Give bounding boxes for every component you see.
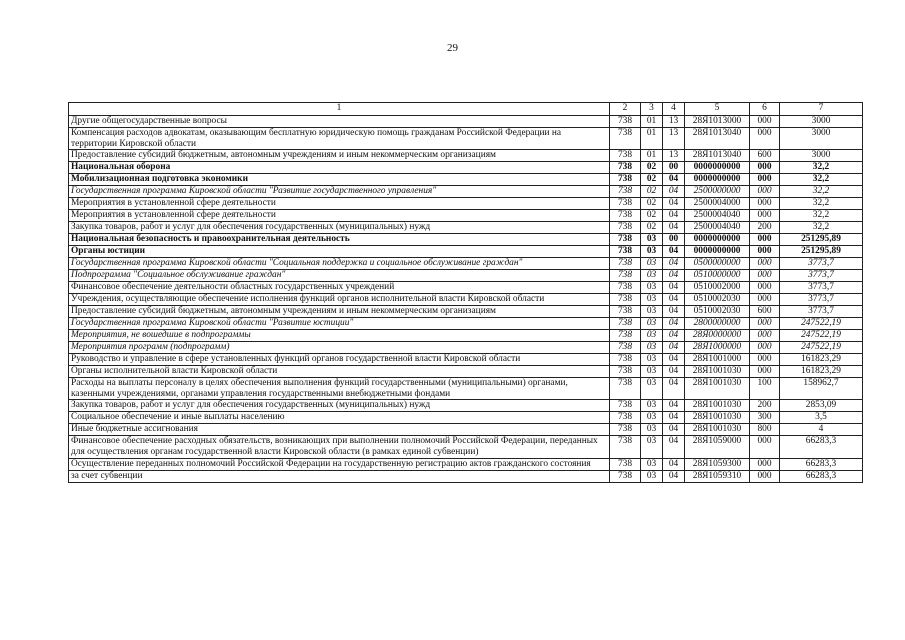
row-section: 03 (641, 294, 663, 306)
row-subsection: 04 (663, 354, 685, 366)
row-subsection: 00 (663, 234, 685, 246)
row-subsection: 13 (663, 150, 685, 162)
row-code-admin: 738 (610, 222, 641, 234)
row-description: Национальная оборона (69, 162, 610, 174)
row-subsection: 04 (663, 330, 685, 342)
row-section: 03 (641, 330, 663, 342)
row-amount: 32,2 (780, 222, 863, 234)
row-amount: 251295,89 (780, 246, 863, 258)
row-description: за счет субвенции (69, 470, 610, 482)
row-target-article: 28Я1013040 (685, 150, 750, 162)
row-code-admin: 738 (610, 116, 641, 128)
row-description: Закупка товаров, работ и услуг для обеспечения государственных (муниципальных) нужд (69, 222, 610, 234)
row-amount: 32,2 (780, 198, 863, 210)
row-section: 03 (641, 246, 663, 258)
row-section: 03 (641, 342, 663, 354)
row-target-article: 0510000000 (685, 270, 750, 282)
table-row (69, 246, 863, 258)
row-section: 02 (641, 198, 663, 210)
row-description: Органы исполнительной власти Кировской области (69, 366, 610, 378)
row-amount: 3773,7 (780, 294, 863, 306)
row-section: 03 (641, 366, 663, 378)
row-section: 03 (641, 354, 663, 366)
row-subsection: 04 (663, 198, 685, 210)
table-row (69, 412, 863, 424)
row-expense-type: 000 (750, 330, 780, 342)
row-amount: 32,2 (780, 162, 863, 174)
row-amount: 3773,7 (780, 258, 863, 270)
row-amount: 66283,3 (780, 470, 863, 482)
table-row (69, 210, 863, 222)
row-description: Государственная программа Кировской области "Социальная поддержка и социальное обслуживание граждан" (69, 258, 610, 270)
row-section: 03 (641, 282, 663, 294)
row-expense-type: 000 (750, 128, 780, 150)
row-section: 02 (641, 174, 663, 186)
row-subsection: 04 (663, 306, 685, 318)
row-target-article: 28Я1059300 (685, 458, 750, 470)
row-code-admin: 738 (610, 186, 641, 198)
row-section: 01 (641, 150, 663, 162)
row-section: 03 (641, 458, 663, 470)
row-target-article: 2500000000 (685, 186, 750, 198)
row-amount: 251295,89 (780, 234, 863, 246)
row-expense-type: 000 (750, 174, 780, 186)
table-row (69, 222, 863, 234)
table-header-row (69, 103, 863, 116)
row-subsection: 04 (663, 378, 685, 400)
table-row (69, 258, 863, 270)
row-description: Финансовое обеспечение расходных обязательств, возникающих при выполнении полномочий Российской Федерации, переданных для осуществления органам государственной власти Кировской области (в рамках единой субвенции) (69, 436, 610, 458)
row-code-admin: 738 (610, 128, 641, 150)
row-amount: 2853,09 (780, 400, 863, 412)
table-row (69, 270, 863, 282)
row-code-admin: 738 (610, 294, 641, 306)
row-subsection: 04 (663, 458, 685, 470)
table-row (69, 470, 863, 482)
row-description: Другие общегосударственные вопросы (69, 116, 610, 128)
row-expense-type: 000 (750, 234, 780, 246)
table-row (69, 234, 863, 246)
row-section: 02 (641, 210, 663, 222)
column-header: 5 (685, 103, 750, 116)
row-amount: 66283,3 (780, 458, 863, 470)
row-subsection: 04 (663, 366, 685, 378)
row-amount: 3000 (780, 116, 863, 128)
row-section: 03 (641, 436, 663, 458)
row-code-admin: 738 (610, 378, 641, 400)
row-section: 03 (641, 400, 663, 412)
table-row (69, 162, 863, 174)
row-expense-type: 000 (750, 258, 780, 270)
row-description: Социальное обеспечение и иные выплаты населению (69, 412, 610, 424)
row-description: Иные бюджетные ассигнования (69, 424, 610, 436)
table-row (69, 186, 863, 198)
row-expense-type: 800 (750, 424, 780, 436)
row-description: Учреждения, осуществляющие обеспечение исполнения функций органов исполнительной власти Кировской области (69, 294, 610, 306)
row-code-admin: 738 (610, 234, 641, 246)
row-expense-type: 000 (750, 342, 780, 354)
row-subsection: 13 (663, 116, 685, 128)
row-target-article: 0000000000 (685, 174, 750, 186)
row-target-article: 28Я1000000 (685, 342, 750, 354)
row-amount: 3773,7 (780, 282, 863, 294)
row-code-admin: 738 (610, 366, 641, 378)
row-section: 03 (641, 258, 663, 270)
row-description: Финансовое обеспечение деятельности областных государственных учреждений (69, 282, 610, 294)
row-amount: 247522,19 (780, 330, 863, 342)
row-subsection: 04 (663, 318, 685, 330)
row-code-admin: 738 (610, 412, 641, 424)
table-row (69, 294, 863, 306)
table-row (69, 424, 863, 436)
row-expense-type: 000 (750, 354, 780, 366)
column-header: 6 (750, 103, 780, 116)
budget-table (68, 102, 863, 483)
table-row (69, 330, 863, 342)
row-target-article: 28Я1001030 (685, 424, 750, 436)
row-section: 03 (641, 412, 663, 424)
column-header: 7 (780, 103, 863, 116)
row-target-article: 2800000000 (685, 318, 750, 330)
row-expense-type: 000 (750, 186, 780, 198)
row-description: Государственная программа Кировской области "Развитие юстиции" (69, 318, 610, 330)
row-description: Органы юстиции (69, 246, 610, 258)
row-subsection: 04 (663, 270, 685, 282)
row-expense-type: 000 (750, 436, 780, 458)
row-target-article: 28Я1001030 (685, 400, 750, 412)
row-subsection: 04 (663, 424, 685, 436)
row-section: 02 (641, 162, 663, 174)
row-description: Руководство и управление в сфере установленных функций органов государственной власти Кировской области (69, 354, 610, 366)
row-target-article: 0510002030 (685, 306, 750, 318)
row-subsection: 04 (663, 186, 685, 198)
row-code-admin: 738 (610, 342, 641, 354)
row-description: Предоставление субсидий бюджетным, автономным учреждениям и иным некоммерческим организациям (69, 306, 610, 318)
row-expense-type: 000 (750, 162, 780, 174)
row-section: 03 (641, 306, 663, 318)
table-row (69, 366, 863, 378)
column-header: 3 (641, 103, 663, 116)
row-target-article: 28Я1013040 (685, 128, 750, 150)
row-description: Государственная программа Кировской области "Развитие государственного управления" (69, 186, 610, 198)
row-expense-type: 000 (750, 366, 780, 378)
table-row (69, 306, 863, 318)
row-subsection: 04 (663, 412, 685, 424)
row-target-article: 28Я0000000 (685, 330, 750, 342)
row-amount: 32,2 (780, 174, 863, 186)
table-row (69, 128, 863, 150)
row-amount: 3000 (780, 128, 863, 150)
page-number: 29 (447, 42, 458, 54)
row-target-article: 28Я1001030 (685, 412, 750, 424)
row-code-admin: 738 (610, 162, 641, 174)
row-expense-type: 000 (750, 246, 780, 258)
row-subsection: 04 (663, 436, 685, 458)
row-description: Мероприятия программ (подпрограмм) (69, 342, 610, 354)
table-row (69, 400, 863, 412)
row-code-admin: 738 (610, 150, 641, 162)
row-expense-type: 100 (750, 378, 780, 400)
row-amount: 247522,19 (780, 342, 863, 354)
column-header: 1 (69, 103, 610, 116)
row-expense-type: 600 (750, 150, 780, 162)
row-section: 01 (641, 128, 663, 150)
row-subsection: 04 (663, 342, 685, 354)
table-row (69, 378, 863, 400)
row-amount: 3773,7 (780, 306, 863, 318)
row-code-admin: 738 (610, 258, 641, 270)
row-expense-type: 000 (750, 198, 780, 210)
row-expense-type: 000 (750, 282, 780, 294)
row-code-admin: 738 (610, 174, 641, 186)
column-header: 4 (663, 103, 685, 116)
row-code-admin: 738 (610, 282, 641, 294)
row-subsection: 04 (663, 258, 685, 270)
row-section: 03 (641, 234, 663, 246)
row-expense-type: 000 (750, 210, 780, 222)
row-amount: 3,5 (780, 412, 863, 424)
row-section: 03 (641, 424, 663, 436)
row-subsection: 04 (663, 210, 685, 222)
row-expense-type: 300 (750, 412, 780, 424)
row-subsection: 13 (663, 128, 685, 150)
row-expense-type: 000 (750, 294, 780, 306)
row-expense-type: 600 (750, 306, 780, 318)
table-row (69, 458, 863, 470)
row-amount: 158962,7 (780, 378, 863, 400)
row-description: Национальная безопасность и правоохранительная деятельность (69, 234, 610, 246)
row-description: Мероприятия в установленной сфере деятельности (69, 210, 610, 222)
row-code-admin: 738 (610, 436, 641, 458)
row-amount: 3000 (780, 150, 863, 162)
row-amount: 4 (780, 424, 863, 436)
row-target-article: 28Я1013000 (685, 116, 750, 128)
row-subsection: 04 (663, 470, 685, 482)
row-target-article: 0000000000 (685, 162, 750, 174)
row-description: Компенсация расходов адвокатам, оказывающим бесплатную юридическую помощь гражданам Российской Федерации на территории Кировской области (69, 128, 610, 150)
table-row (69, 116, 863, 128)
row-section: 03 (641, 270, 663, 282)
row-subsection: 04 (663, 246, 685, 258)
row-target-article: 2500004040 (685, 210, 750, 222)
row-amount: 32,2 (780, 186, 863, 198)
row-code-admin: 738 (610, 198, 641, 210)
table-row (69, 318, 863, 330)
row-target-article: 28Я1001030 (685, 378, 750, 400)
row-description: Мероприятия в установленной сфере деятельности (69, 198, 610, 210)
row-description: Предоставление субсидий бюджетным, автономным учреждениям и иным некоммерческим организациям (69, 150, 610, 162)
row-target-article: 0510002000 (685, 282, 750, 294)
row-code-admin: 738 (610, 330, 641, 342)
row-code-admin: 738 (610, 210, 641, 222)
row-expense-type: 000 (750, 116, 780, 128)
row-subsection: 04 (663, 400, 685, 412)
row-expense-type: 000 (750, 458, 780, 470)
row-description: Подпрограмма "Социальное обслуживание граждан" (69, 270, 610, 282)
row-expense-type: 000 (750, 470, 780, 482)
table-row (69, 354, 863, 366)
row-code-admin: 738 (610, 354, 641, 366)
table-row (69, 150, 863, 162)
column-header: 2 (610, 103, 641, 116)
row-target-article: 2500004000 (685, 198, 750, 210)
row-target-article: 28Я1059000 (685, 436, 750, 458)
row-code-admin: 738 (610, 306, 641, 318)
row-target-article: 28Я1001030 (685, 366, 750, 378)
row-target-article: 0000000000 (685, 246, 750, 258)
row-subsection: 04 (663, 282, 685, 294)
row-target-article: 2500004040 (685, 222, 750, 234)
row-code-admin: 738 (610, 270, 641, 282)
row-subsection: 04 (663, 222, 685, 234)
row-amount: 161823,29 (780, 354, 863, 366)
row-target-article: 0000000000 (685, 234, 750, 246)
row-section: 03 (641, 318, 663, 330)
row-section: 03 (641, 378, 663, 400)
row-code-admin: 738 (610, 470, 641, 482)
row-section: 03 (641, 470, 663, 482)
row-description: Мероприятия, не вошедшие в подпрограммы (69, 330, 610, 342)
row-expense-type: 200 (750, 222, 780, 234)
row-amount: 32,2 (780, 210, 863, 222)
row-description: Мобилизационная подготовка экономики (69, 174, 610, 186)
table-row (69, 174, 863, 186)
table-row (69, 436, 863, 458)
row-code-admin: 738 (610, 400, 641, 412)
table-row (69, 198, 863, 210)
row-expense-type: 000 (750, 318, 780, 330)
table-row (69, 342, 863, 354)
row-subsection: 04 (663, 174, 685, 186)
row-target-article: 0510002030 (685, 294, 750, 306)
row-target-article: 28Я1001000 (685, 354, 750, 366)
row-code-admin: 738 (610, 424, 641, 436)
row-section: 02 (641, 222, 663, 234)
row-amount: 3773,7 (780, 270, 863, 282)
row-code-admin: 738 (610, 246, 641, 258)
row-code-admin: 738 (610, 458, 641, 470)
row-subsection: 00 (663, 162, 685, 174)
row-code-admin: 738 (610, 318, 641, 330)
row-description: Закупка товаров, работ и услуг для обеспечения государственных (муниципальных) нужд (69, 400, 610, 412)
table-row (69, 282, 863, 294)
row-description: Расходы на выплаты персоналу в целях обеспечения выполнения функций государственными (муниципальными) органами, казенными учреждениями, органами управления государственными внебюджетными фондами (69, 378, 610, 400)
row-section: 01 (641, 116, 663, 128)
row-section: 02 (641, 186, 663, 198)
row-expense-type: 200 (750, 400, 780, 412)
row-target-article: 28Я1059310 (685, 470, 750, 482)
row-description: Осуществление переданных полномочий Российской Федерации на государственную регистрацию актов гражданского состояния (69, 458, 610, 470)
row-amount: 161823,29 (780, 366, 863, 378)
row-expense-type: 000 (750, 270, 780, 282)
row-amount: 66283,3 (780, 436, 863, 458)
row-amount: 247522,19 (780, 318, 863, 330)
row-target-article: 0500000000 (685, 258, 750, 270)
row-subsection: 04 (663, 294, 685, 306)
